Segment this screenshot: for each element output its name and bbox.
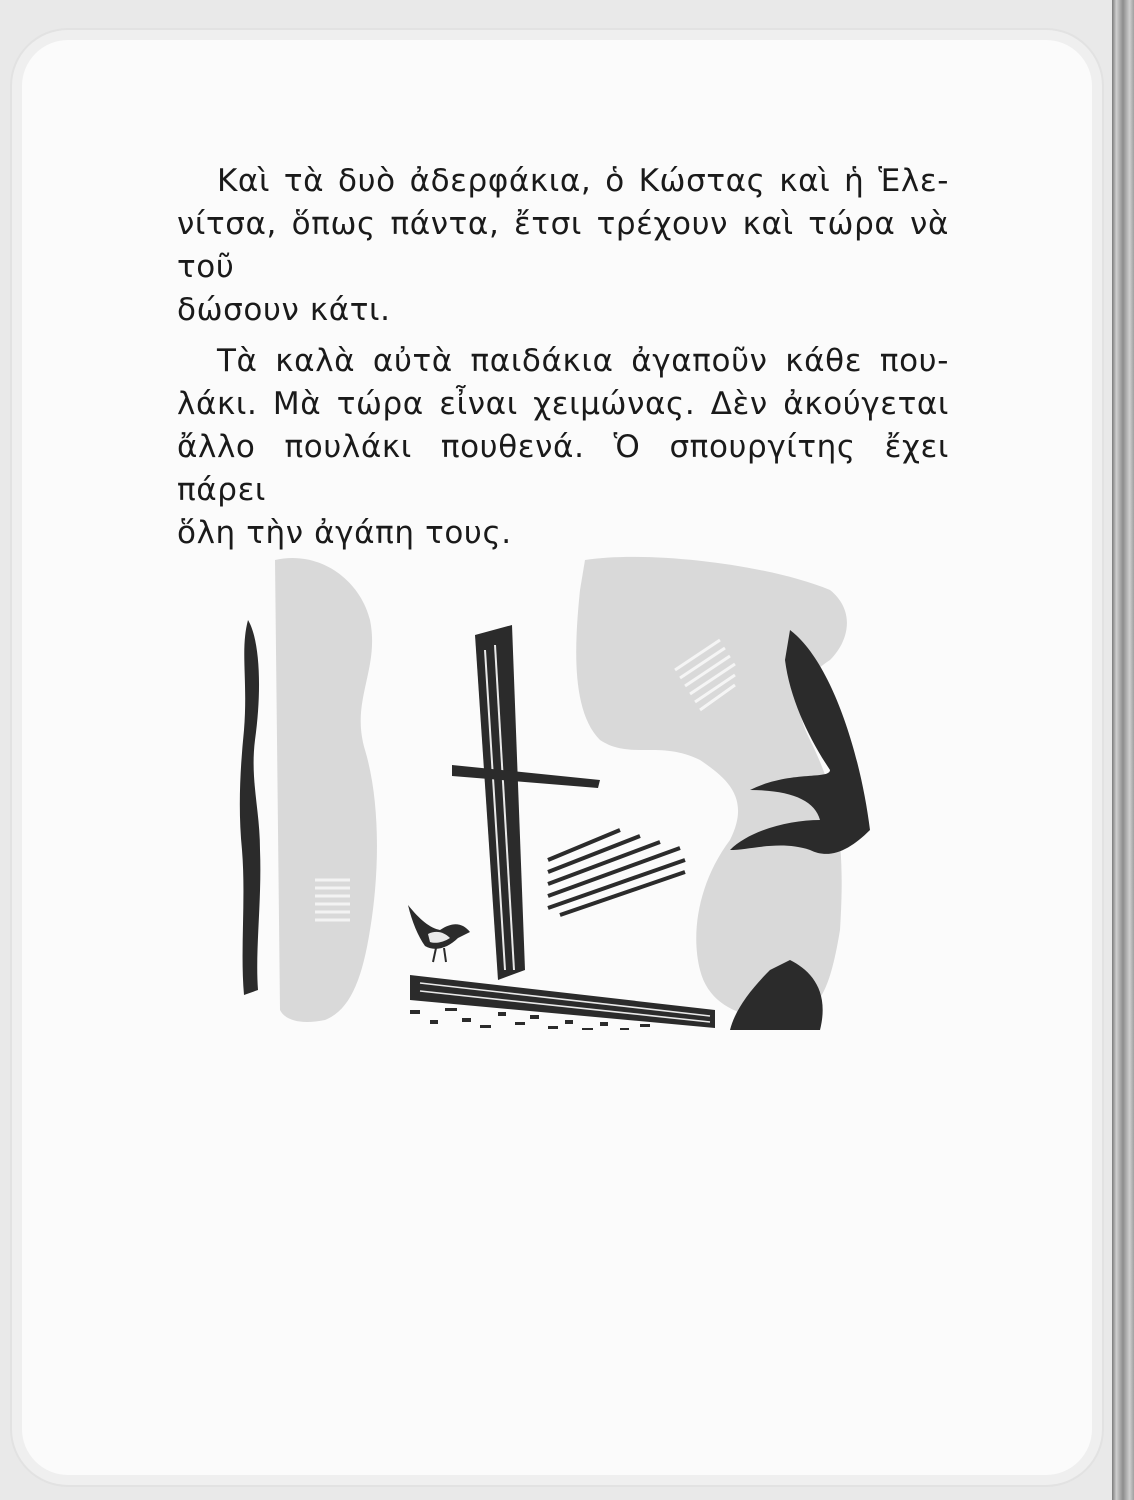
curtain-left-tint bbox=[275, 558, 377, 1022]
woodcut-illustration bbox=[230, 550, 890, 1030]
text-line: νίτσα, ὅπως πάντα, ἔτσι τρέχουν καὶ τώρα νὰ τοῦ bbox=[177, 206, 949, 285]
text-line: ἄλλο πουλάκι πουθενά. Ὁ σπουργίτης ἔχει πάρει bbox=[177, 429, 949, 508]
window-crossbar bbox=[452, 765, 600, 788]
text-line: Καὶ τὰ δυὸ ἀδερφάκια, ὁ Κώστας καὶ ἡ Ἑλε- bbox=[217, 163, 949, 199]
text-line: ὅλη τὴν ἀγάπη τους. bbox=[177, 515, 512, 551]
book-binding bbox=[1112, 0, 1134, 1500]
body-text bbox=[177, 160, 949, 555]
sparrow-illustration bbox=[408, 905, 470, 962]
text-line: Τὰ καλὰ αὐτὰ παιδάκια ἀγαποῦν κάθε που- bbox=[217, 343, 949, 379]
text-line: λάκι. Μὰ τώρα εἶναι χειμώνας. Δὲν ἀκούγεται bbox=[177, 386, 949, 422]
glass-reflection bbox=[548, 830, 685, 915]
window-post bbox=[475, 625, 525, 980]
paragraph-1 bbox=[177, 160, 949, 332]
curtain-left-edge bbox=[240, 620, 261, 995]
window-sill bbox=[410, 975, 715, 1028]
text-line: δώσουν κάτι. bbox=[177, 292, 391, 328]
paragraph-2 bbox=[177, 340, 949, 555]
